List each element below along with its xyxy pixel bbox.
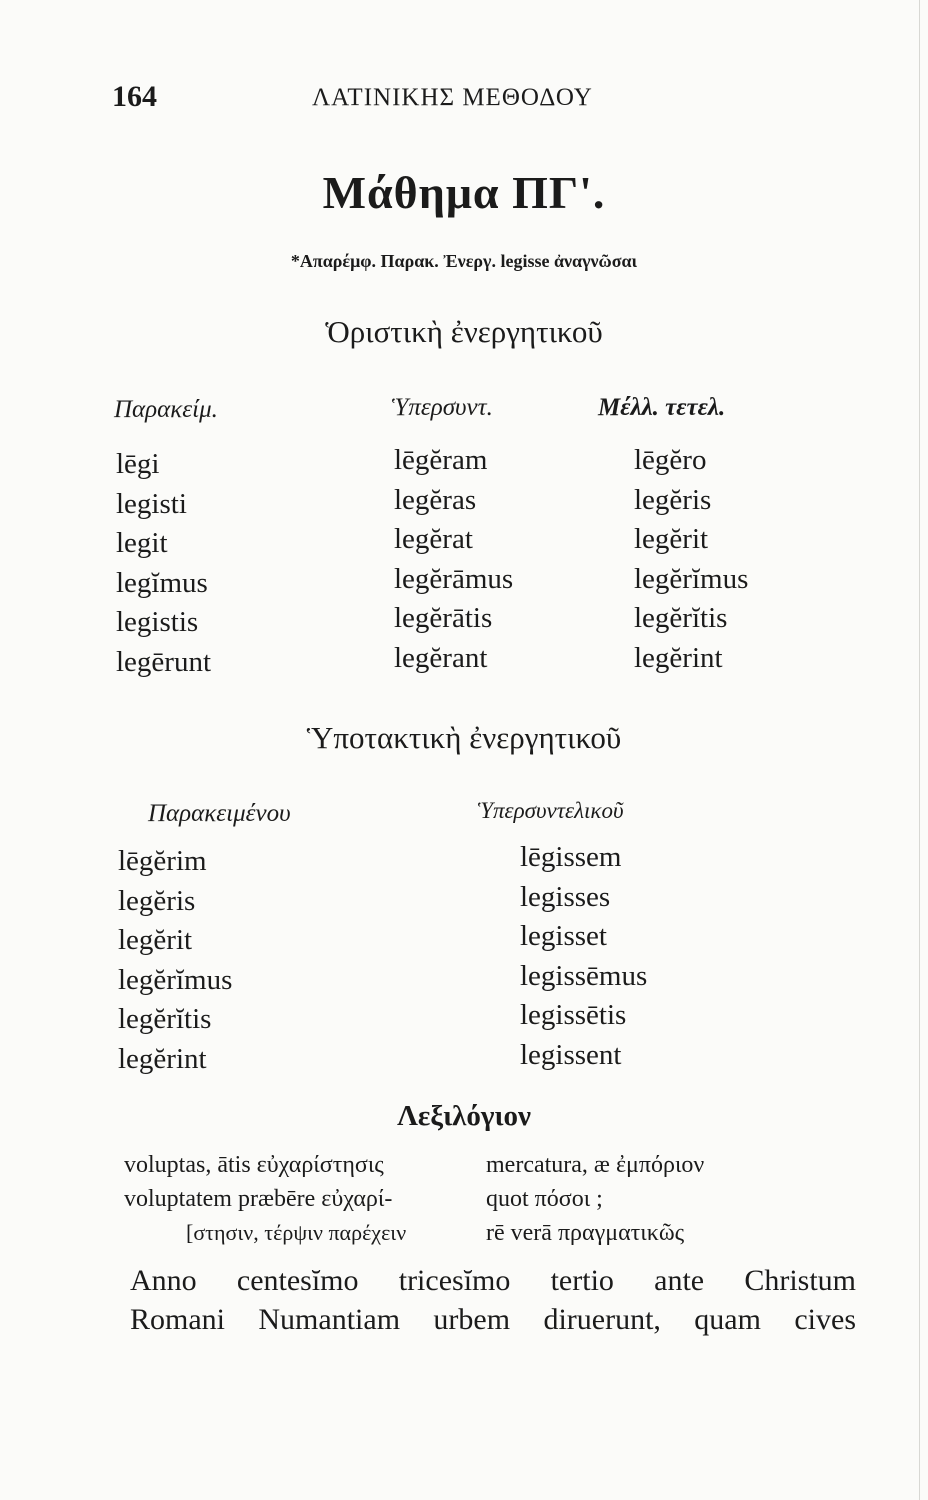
vocabulary-heading: Λεξιλόγιον (397, 1100, 531, 1132)
form-item: legĕrint (118, 1042, 207, 1075)
form-item: legisses (520, 880, 611, 913)
vocabulary-left-line: voluptas, ātis εὐχαρίστησις (124, 1152, 384, 1178)
form-item: legĕrātis (394, 602, 493, 634)
indicative-col-1-heading: Παρακείμ. (114, 396, 218, 423)
subjunctive-heading: Ὑποτακτικὴ ἐνεργητικοῦ (306, 720, 622, 755)
form-item: legistis (116, 606, 199, 638)
vocabulary-left-line: [στησιν, τέρψιν παρέχειν (186, 1220, 407, 1245)
vocabulary-right-line: mercatura, æ ἐμπόριον (486, 1152, 705, 1178)
page-number: 164 (112, 80, 157, 113)
indicative-pluperfect-forms (394, 441, 513, 678)
form-item: legĕrant (394, 641, 488, 674)
subjunctive-col-2-heading: Ὑπερσυντελικοῦ (478, 798, 624, 823)
form-item: lēgĕram (394, 444, 488, 476)
indicative-col-2-heading: Ὑπερσυντ. (392, 394, 493, 421)
form-item: legĕras (394, 483, 477, 516)
form-item: legĕrĭtis (118, 1003, 212, 1035)
indicative-col-3-heading: Μέλλ. τετελ. (598, 394, 726, 421)
running-title: ΛΑΤΙΝΙΚΗΣ ΜΕΘΟΔΟΥ (312, 84, 593, 111)
form-item: legisset (520, 920, 607, 952)
form-item: legĕrat (394, 523, 473, 555)
form-item: legissent (520, 1038, 622, 1071)
form-item: legĕrĭmus (118, 963, 233, 996)
form-item: lēgissem (520, 841, 622, 873)
form-item: legit (116, 527, 168, 559)
prose-line: Anno centesĭmo tricesĭmo tertio ante Christum (130, 1264, 856, 1297)
vocabulary-left-line: voluptatem præbēre εὐχαρί- (124, 1186, 393, 1212)
vocabulary-right-line: quot πόσοι ; (486, 1186, 603, 1212)
vocabulary-right-line: rē verā πραγματικῶς (486, 1220, 685, 1246)
indicative-perfect-forms (116, 445, 211, 682)
form-item: legĕrāmus (394, 562, 514, 595)
form-item: legissēmus (520, 959, 648, 992)
form-item: legĕrint (634, 641, 723, 674)
form-item: legĕrit (634, 523, 709, 555)
subjunctive-pluperfect-forms (520, 838, 647, 1075)
subjunctive-perfect-forms (118, 842, 232, 1079)
form-item: legĭmus (116, 566, 208, 599)
form-item: legĕrĭtis (634, 602, 728, 634)
form-item: legĕrĭmus (634, 562, 749, 595)
form-item: legĕris (634, 483, 712, 516)
prose-line: Romani Numantiam urbem diruerunt, quam cives (130, 1303, 856, 1336)
form-item: lēgi (116, 448, 160, 480)
form-item: lēgĕro (634, 444, 707, 476)
form-item: legērunt (116, 645, 212, 678)
form-item: legisti (116, 487, 187, 520)
indicative-future-perfect-forms (634, 441, 748, 678)
indicative-heading: Ὁριστικὴ ἐνεργητικοῦ (325, 314, 603, 349)
lesson-title: Μάθημα ΠΓ'. (322, 167, 606, 218)
subjunctive-col-1-heading: Παρακειμένου (148, 800, 291, 827)
lesson-subtitle: *Απαρέμφ. Παρακ. Ἐνεργ. legisse ἀναγνῶσαι (290, 251, 638, 271)
form-item: lēgĕrim (118, 845, 207, 877)
form-item: legĕris (118, 884, 196, 917)
form-item: legissētis (520, 999, 627, 1031)
form-item: legĕrit (118, 924, 193, 956)
